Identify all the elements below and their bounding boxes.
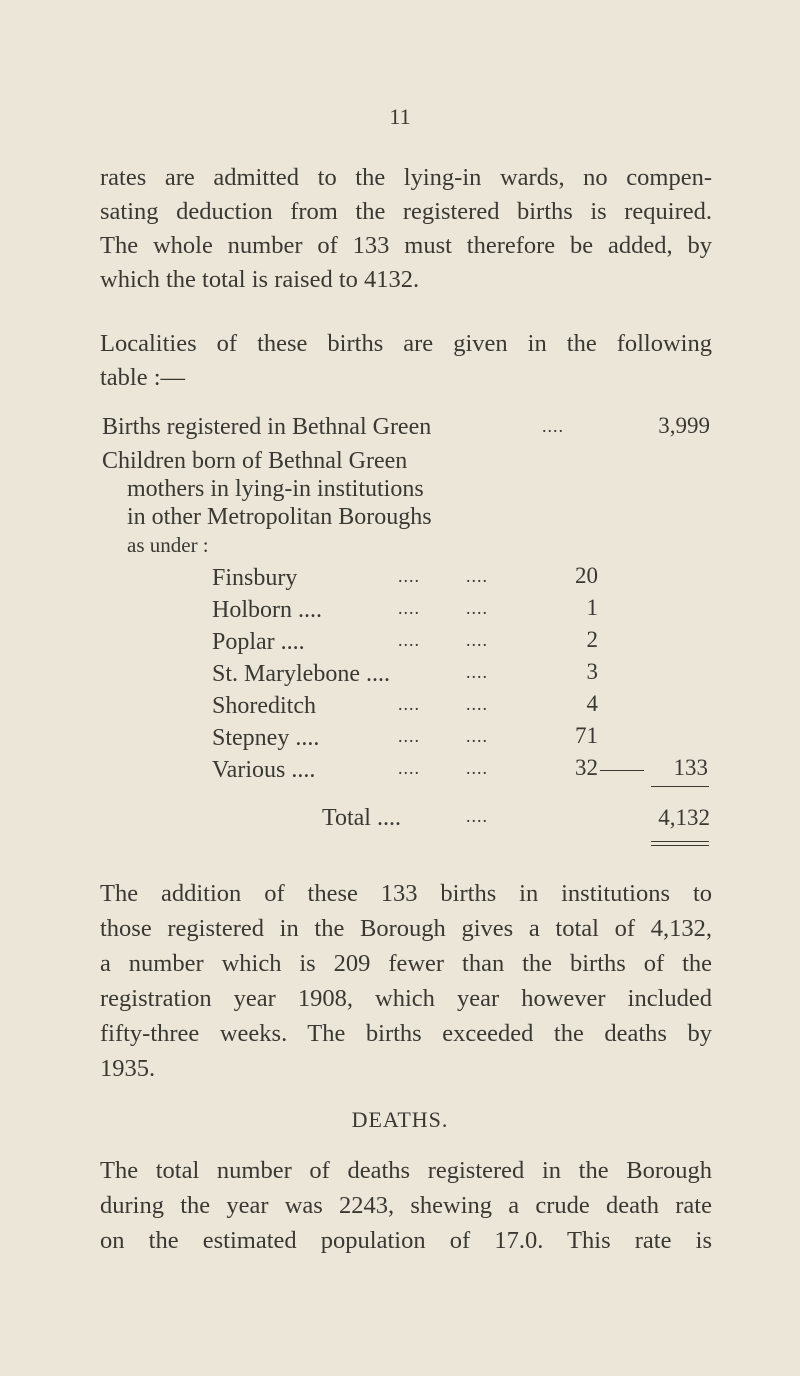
total-dots: .... — [466, 806, 488, 826]
paragraph-line: those registered in the Borough gives a total of 4,132, — [100, 915, 712, 942]
borough-name: Holborn .... — [212, 597, 322, 623]
borough-name: Finsbury — [212, 565, 298, 591]
borough-name: Shoreditch — [212, 693, 316, 719]
children-label-line: mothers in lying-in institutions — [127, 476, 424, 502]
borough-dots: .... — [398, 694, 420, 714]
borough-value: 71 — [575, 723, 598, 748]
total-rule-top — [651, 841, 709, 842]
paragraph-line: The whole number of 133 must therefore be added, by — [100, 232, 712, 259]
paragraph-intro — [100, 161, 712, 297]
paragraph-line: which the total is raised to 4132. — [100, 266, 420, 293]
paragraph-line: Localities of these births are given in the following — [100, 330, 712, 357]
paragraph-line: table :— — [100, 364, 186, 391]
borough-dots: .... — [398, 726, 420, 746]
borough-dots: .... — [398, 566, 420, 586]
total-rule-bottom — [651, 845, 709, 846]
paragraph-deaths — [100, 1153, 712, 1258]
page-number: 11 — [389, 104, 411, 129]
borough-dots: .... — [466, 598, 488, 618]
total-value: 4,132 — [658, 805, 710, 830]
borough-name: Various .... — [212, 757, 316, 783]
borough-dots: .... — [466, 726, 488, 746]
registered-dots: .... — [542, 416, 564, 436]
borough-value: 32 — [575, 755, 598, 780]
paragraph-addition — [100, 876, 712, 1086]
paragraph-line: The total number of deaths registered in the Borough — [100, 1157, 712, 1184]
borough-value: 1 — [586, 595, 598, 620]
borough-dots: .... — [466, 566, 488, 586]
registered-value: 3,999 — [658, 413, 710, 438]
borough-dots: .... — [398, 630, 420, 650]
paragraph-line: during the year was 2243, shewing a crude death rate — [100, 1192, 712, 1219]
paragraph-localities — [100, 327, 712, 395]
borough-value: 2 — [586, 627, 598, 652]
paragraph-line: 1935. — [100, 1055, 156, 1082]
children-label-line: in other Metropolitan Boroughs — [127, 504, 432, 530]
paragraph-line: on the estimated population of 17.0. This rate is — [100, 1227, 712, 1254]
total-label: Total .... — [322, 805, 401, 831]
section-heading-deaths: DEATHS. — [351, 1107, 449, 1132]
borough-dots: .... — [398, 598, 420, 618]
borough-dots: .... — [466, 630, 488, 650]
borough-dots: .... — [466, 694, 488, 714]
paragraph-line: The addition of these 133 births in institutions to — [100, 880, 712, 907]
subtotal-value: 133 — [673, 755, 708, 780]
paragraph-line: rates are admitted to the lying-in wards, no compen- — [100, 164, 712, 191]
paragraph-line: a number which is 209 fewer than the births of the — [100, 950, 712, 977]
borough-value: 3 — [586, 659, 598, 684]
paragraph-line: registration year 1908, which year however included — [100, 985, 712, 1012]
borough-name: Stepney .... — [212, 725, 320, 751]
registered-label: Births registered in Bethnal Green — [102, 414, 432, 440]
borough-name: Poplar .... — [212, 629, 305, 655]
borough-value: 4 — [586, 691, 598, 716]
borough-dots: .... — [398, 758, 420, 778]
paragraph-line: fifty-three weeks. The births exceeded the deaths by — [100, 1020, 712, 1047]
children-label-line: as under : — [127, 533, 209, 557]
subtotal-rule — [651, 786, 709, 787]
borough-dots: .... — [466, 758, 488, 778]
children-label-line: Children born of Bethnal Green — [102, 448, 408, 474]
paragraph-line: sating deduction from the registered births is required. — [100, 198, 712, 225]
borough-dots: .... — [466, 662, 488, 682]
borough-name: St. Marylebone .... — [212, 661, 390, 687]
bracket-dash — [600, 770, 644, 771]
borough-value: 20 — [575, 563, 598, 588]
